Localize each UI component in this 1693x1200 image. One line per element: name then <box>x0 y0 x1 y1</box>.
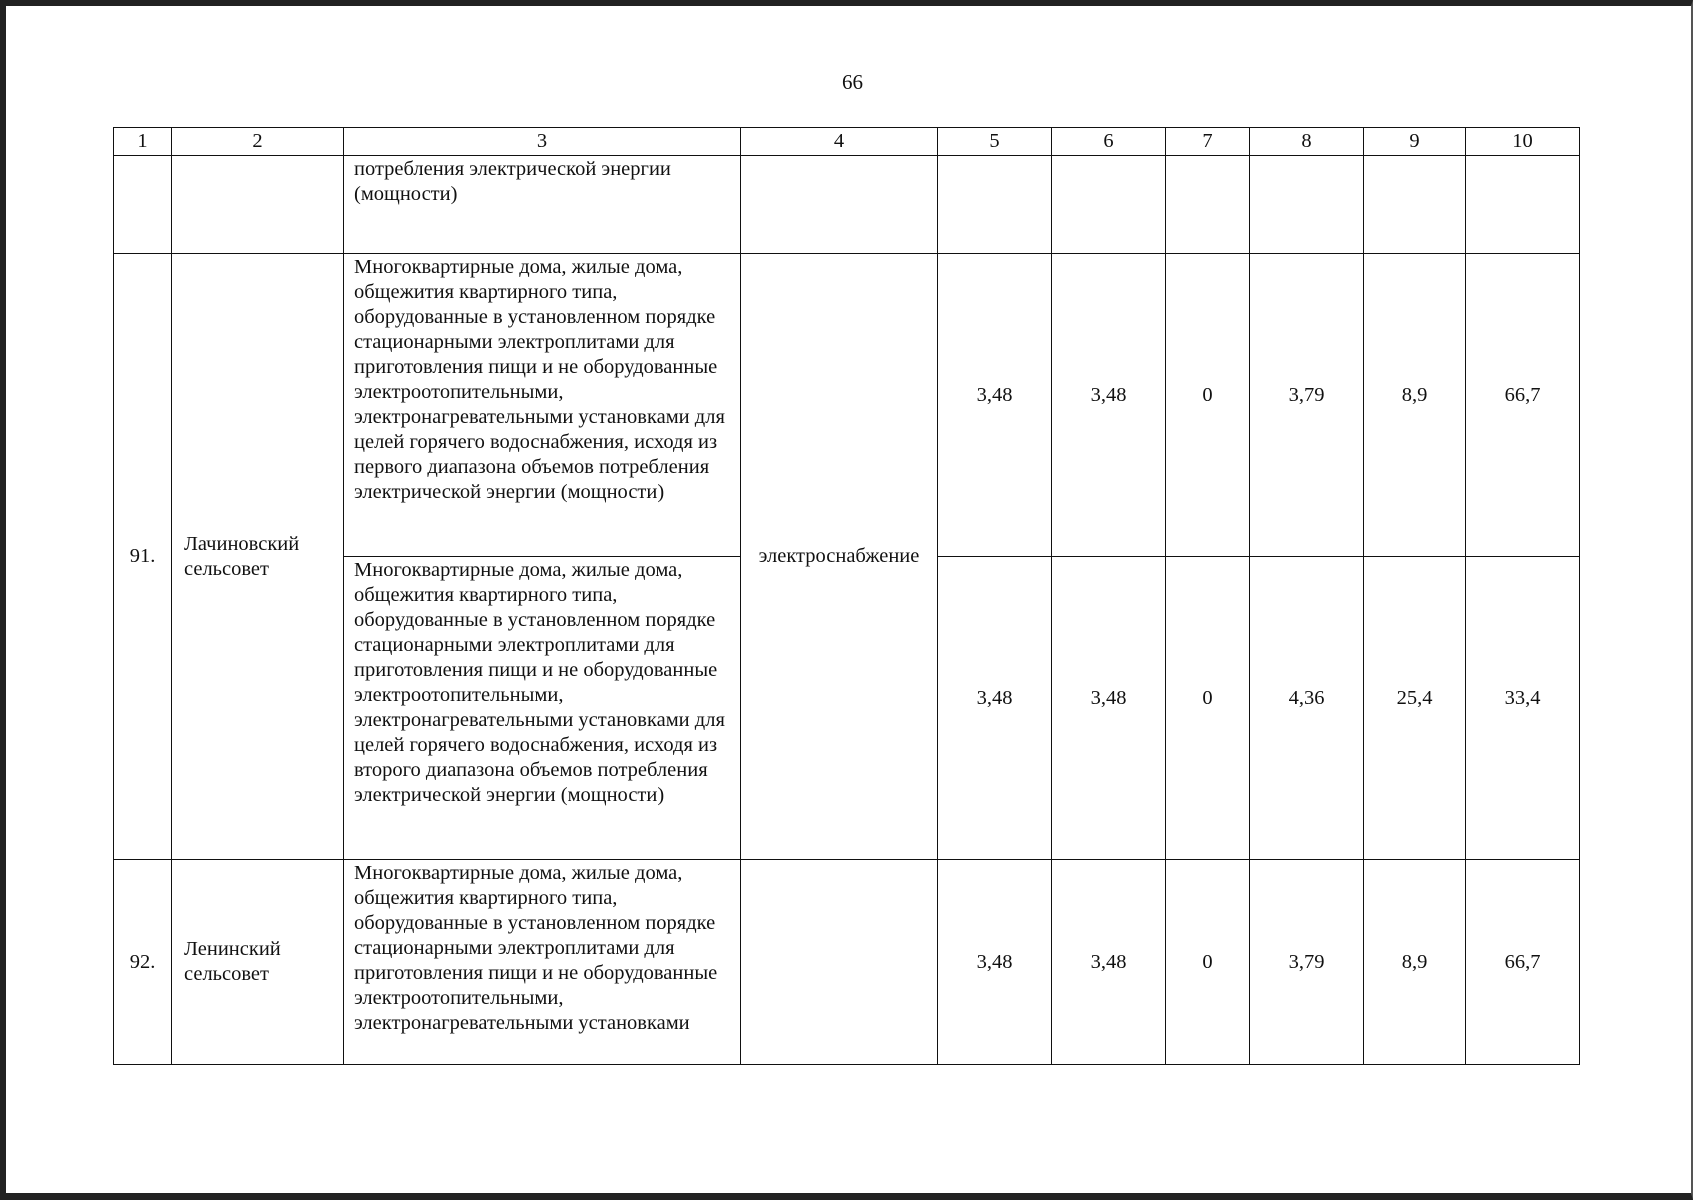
value-text: 3,48 <box>976 950 1013 973</box>
value-text: 3,48 <box>976 383 1013 406</box>
empty-cell <box>938 156 1052 254</box>
row-number: 91. <box>114 254 172 860</box>
continuation-row <box>114 156 1580 254</box>
consumer-description: Многоквартирные дома, жилые дома, общежития квартирного типа, оборудованные в установленном порядке стационарными электроплитами для приготовления пищи и не оборудованные электроотопительными, электронагревательными установками <box>344 860 741 1065</box>
value-text: 8,9 <box>1401 950 1428 973</box>
value-cell <box>1364 557 1466 860</box>
value-cell <box>938 254 1052 557</box>
value-text: 3,48 <box>1090 950 1127 973</box>
consumer-description: Многоквартирные дома, жилые дома, общежития квартирного типа, оборудованные в установленном порядке стационарными электроплитами для приготовления пищи и не оборудованные электроотопительными, электронагревательными установками для целей горячего водоснабжения, исходя из второго диапазона объемов потребления электрической энергии (мощности) <box>344 557 741 860</box>
value-cell <box>938 860 1052 1065</box>
header-cell: 3 <box>344 128 741 156</box>
row-number: 92. <box>114 860 172 1065</box>
value-text: 0 <box>1202 686 1213 709</box>
value-cell <box>938 557 1052 860</box>
value-text: 0 <box>1202 950 1213 973</box>
value-cell <box>1364 254 1466 557</box>
empty-cell <box>1364 156 1466 254</box>
value-cell <box>1364 860 1466 1065</box>
empty-cell <box>741 156 938 254</box>
empty-cell <box>1166 156 1250 254</box>
region-name: Лачиновский сельсовет <box>172 254 344 860</box>
value-text: 3,79 <box>1288 383 1325 406</box>
header-cell: 6 <box>1052 128 1166 156</box>
value-cell <box>1466 557 1580 860</box>
value-text: 3,48 <box>1090 383 1127 406</box>
table-row <box>114 254 1580 557</box>
value-cell <box>1166 557 1250 860</box>
value-cell <box>1466 860 1580 1065</box>
tariff-table <box>113 127 1580 1065</box>
value-text: 66,7 <box>1504 950 1541 973</box>
header-row <box>114 128 1580 156</box>
value-text: 3,48 <box>976 686 1013 709</box>
value-cell <box>1052 860 1166 1065</box>
value-text: 25,4 <box>1396 686 1433 709</box>
value-cell <box>1166 860 1250 1065</box>
empty-cell <box>1250 156 1364 254</box>
header-cell: 10 <box>1466 128 1580 156</box>
table-row <box>114 860 1580 1065</box>
value-cell <box>1052 557 1166 860</box>
consumer-description: Многоквартирные дома, жилые дома, общежития квартирного типа, оборудованные в установленном порядке стационарными электроплитами для приготовления пищи и не оборудованные электроотопительными, электронагревательными установками для целей горячего водоснабжения, исходя из первого диапазона объемов потребления электрической энергии (мощности) <box>344 254 741 557</box>
service-type: электроснабжение <box>741 254 938 860</box>
value-cell <box>1250 254 1364 557</box>
header-cell: 7 <box>1166 128 1250 156</box>
empty-cell <box>172 156 344 254</box>
header-cell: 2 <box>172 128 344 156</box>
empty-cell <box>1052 156 1166 254</box>
value-text: 4,36 <box>1288 686 1325 709</box>
empty-cell <box>1466 156 1580 254</box>
value-cell <box>1052 254 1166 557</box>
value-text: 3,79 <box>1288 950 1325 973</box>
service-type <box>741 860 938 1065</box>
header-cell: 9 <box>1364 128 1466 156</box>
continuation-description: потребления электрической энергии (мощности) <box>344 156 741 254</box>
header-cell: 8 <box>1250 128 1364 156</box>
value-text: 66,7 <box>1504 383 1541 406</box>
empty-cell <box>114 156 172 254</box>
page-number: 66 <box>842 70 863 94</box>
value-text: 33,4 <box>1504 686 1541 709</box>
header-cell: 5 <box>938 128 1052 156</box>
value-cell <box>1166 254 1250 557</box>
value-cell <box>1250 557 1364 860</box>
value-cell <box>1466 254 1580 557</box>
header-cell: 4 <box>741 128 938 156</box>
region-name: Ленинский сельсовет <box>172 860 344 1065</box>
header-cell: 1 <box>114 128 172 156</box>
value-text: 8,9 <box>1401 383 1428 406</box>
value-text: 0 <box>1202 383 1213 406</box>
value-cell <box>1250 860 1364 1065</box>
value-text: 3,48 <box>1090 686 1127 709</box>
